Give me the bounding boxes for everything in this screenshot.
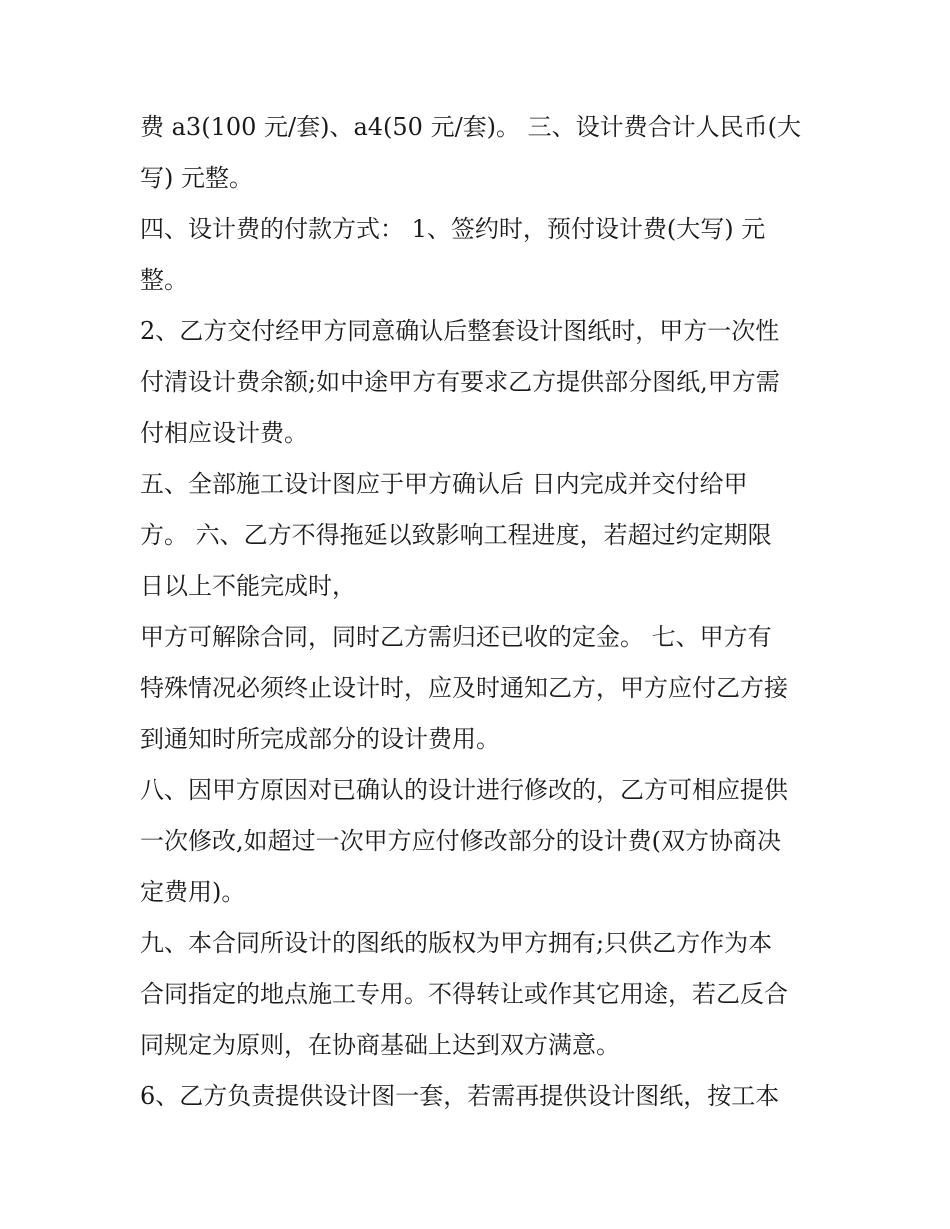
text-line: 日以上不能完成时，: [140, 572, 356, 600]
text-line: 四、设计费的付款方式： 1、签约时，预付设计费(大写) 元: [140, 215, 766, 243]
text-line: 费 a3(100 元/套)、a4(50 元/套)。 三、设计费合计人民币(大: [140, 113, 802, 141]
text-line: 同规定为原则，在协商基础上达到双方满意。: [140, 1031, 620, 1059]
text-line: 九、本合同所设计的图纸的版权为甲方拥有;只供乙方作为本: [140, 929, 773, 957]
text-line: 八、因甲方原因对已确认的设计进行修改的，乙方可相应提供: [140, 776, 788, 804]
text-line: 甲方可解除合同，同时乙方需归还已收的定金。 七、甲方有: [140, 623, 772, 651]
text-line: 一次修改,如超过一次甲方应付修改部分的设计费(双方协商决: [140, 827, 781, 855]
text-line: 方。 六、乙方不得拖延以致影响工程进度，若超过约定期限: [140, 521, 772, 549]
text-line: 定费用)。: [140, 878, 246, 906]
text-line: 五、全部施工设计图应于甲方确认后 日内完成并交付给甲: [140, 470, 748, 498]
text-line: 整。: [140, 266, 188, 294]
text-line: 付相应设计费。: [140, 419, 308, 447]
text-line: 付清设计费余额;如中途甲方有要求乙方提供部分图纸,甲方需: [140, 368, 780, 396]
text-line: 到通知时所完成部分的设计费用。: [140, 725, 500, 753]
text-line: 2、乙方交付经甲方同意确认后整套设计图纸时，甲方一次性: [140, 317, 780, 345]
text-line: 合同指定的地点施工专用。不得转让或作其它用途，若乙反合: [140, 980, 788, 1008]
text-line: 特殊情况必须终止设计时，应及时通知乙方，甲方应付乙方接: [140, 674, 788, 702]
document-body: [140, 102, 820, 1122]
text-line: 写) 元整。: [140, 164, 253, 192]
text-line: 6、乙方负责提供设计图一套，若需再提供设计图纸，按工本: [140, 1082, 780, 1110]
